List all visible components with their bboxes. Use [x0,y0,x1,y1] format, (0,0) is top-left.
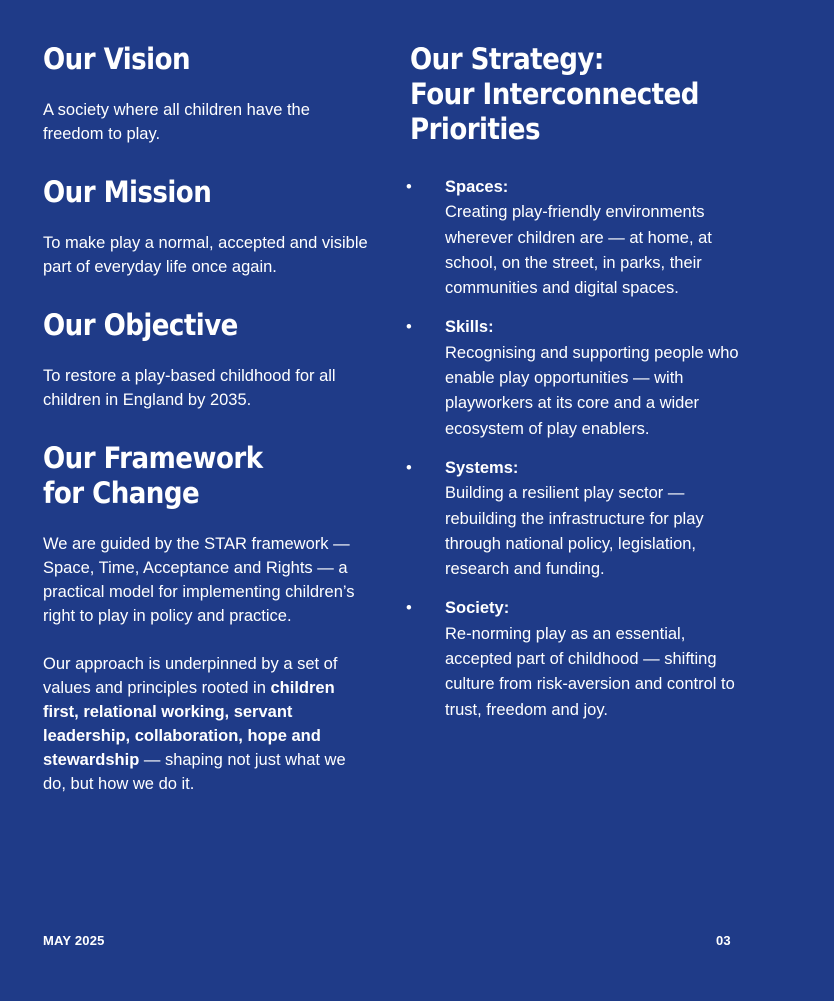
bullet-icon: • [406,318,412,337]
bullet-icon: • [406,178,412,196]
strategy-heading-line1: Our Strategy: [410,42,604,76]
priority-item-spaces [406,175,750,301]
objective-section [43,308,373,412]
priority-name: Skills: [445,318,494,337]
mission-heading: Our Mission [43,175,212,209]
priority-name: Spaces: [445,178,509,196]
priorities-list [406,175,750,723]
framework-paragraph-2-outro: — shaping not just what we do, but how we do it. [43,751,346,793]
priority-description: Creating play-friendly environments wherever children are — at home, at school, on the street, in parks, their communities and digital spaces. [445,203,712,298]
framework-paragraph-2-intro: Our approach is underpinned by a set of values and principles rooted in [43,655,338,697]
bullet-icon: • [406,458,412,477]
mission-section [43,175,373,279]
page-number: 03 [716,933,731,948]
vision-section [43,42,373,146]
strategy-heading [410,42,716,147]
priority-item-society [406,596,750,722]
framework-paragraph-1: We are guided by the STAR framework — Space, Time, Acceptance and Rights — a practical model for implementing children’s right to play in policy and practice. [43,535,355,625]
footer-date: MAY 2025 [43,933,105,948]
right-column [406,42,750,737]
framework-heading-line2: for Change [43,476,200,510]
priority-item-skills [406,315,750,441]
strategy-heading-line2: Four Interconnected [410,77,699,111]
framework-section [43,441,373,796]
objective-heading: Our Objective [43,308,238,342]
vision-text: A society where all children have the freedom to play. [43,101,310,143]
priority-name: Systems: [445,458,519,477]
framework-values-bold: children first, relational working, servant leadership, collaboration, hope and stewardship [43,679,335,769]
framework-heading-line1: Our Framework [43,441,263,475]
vision-heading: Our Vision [43,42,191,76]
bullet-icon: • [406,599,412,618]
framework-heading [43,441,340,511]
framework-paragraph-2 [43,652,373,796]
left-column [43,42,373,825]
priority-item-systems [406,456,750,582]
priority-description: Building a resilient play sector — rebuilding the infrastructure for play through national policy, legislation, research and funding. [445,484,704,579]
priority-description: Re-norming play as an essential, accepted part of childhood — shifting culture from risk-aversion and control to trust, freedom and joy. [445,624,735,719]
priority-description: Recognising and supporting people who enable play opportunities — with playworkers at its core and a wider ecosystem of play enablers. [445,343,739,438]
objective-text: To restore a play-based childhood for all children in England by 2035. [43,367,336,409]
strategy-heading-line3: Priorities [410,112,540,146]
priority-name: Society: [445,599,510,618]
mission-text: To make play a normal, accepted and visible part of everyday life once again. [43,234,368,276]
